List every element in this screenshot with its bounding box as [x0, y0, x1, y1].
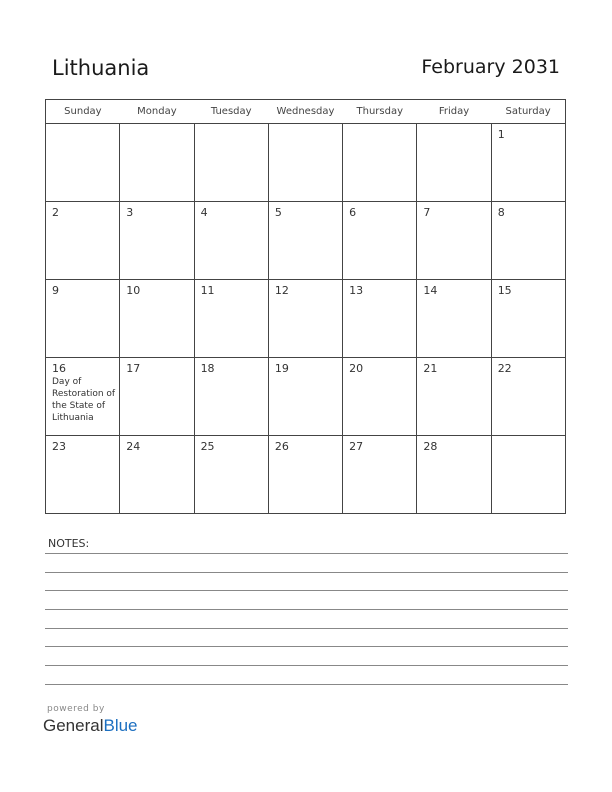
calendar-grid	[45, 99, 566, 514]
day-cell	[120, 202, 194, 280]
day-number: 22	[497, 362, 512, 375]
notes-line	[45, 646, 568, 647]
day-cell	[417, 280, 491, 358]
day-number: 3	[126, 206, 134, 219]
day-number: 7	[423, 206, 431, 219]
week-row	[46, 436, 566, 514]
day-number: 6	[349, 206, 357, 219]
week-row	[46, 358, 566, 436]
notes-line	[45, 628, 568, 629]
day-cell	[194, 358, 268, 436]
day-number: 15	[497, 284, 512, 297]
week-row	[46, 202, 566, 280]
day-number: 13	[349, 284, 364, 297]
day-number: 5	[274, 206, 282, 219]
day-cell	[343, 436, 417, 514]
day-cell	[417, 358, 491, 436]
day-cell	[194, 202, 268, 280]
day-cell	[343, 124, 417, 202]
holiday-label: Day of Restoration of the State of Lithuania	[52, 377, 116, 423]
day-cell	[120, 358, 194, 436]
day-cell	[268, 202, 342, 280]
day-number: 23	[52, 440, 66, 453]
day-number: 17	[126, 362, 141, 375]
powered-by-text: powered by	[47, 704, 105, 714]
calendar-country-title: Lithuania	[52, 56, 150, 80]
day-cell	[194, 124, 268, 202]
notes-line	[45, 572, 568, 573]
day-cell	[268, 436, 342, 514]
day-number: 12	[274, 284, 289, 297]
day-cell	[194, 436, 268, 514]
day-number: 2	[52, 206, 59, 219]
day-number: 28	[423, 440, 438, 453]
weekday-saturday: Saturday	[491, 100, 565, 124]
day-number: 25	[200, 440, 215, 453]
day-cell	[268, 124, 342, 202]
day-number: 1	[497, 128, 505, 141]
day-number: 24	[126, 440, 141, 453]
day-number: 19	[274, 362, 289, 375]
day-cell	[417, 202, 491, 280]
brand-blue-text: Blue	[103, 716, 138, 735]
day-cell	[417, 436, 491, 514]
day-cell	[417, 124, 491, 202]
notes-line	[45, 684, 568, 685]
day-cell	[343, 358, 417, 436]
weekday-monday: Monday	[120, 100, 194, 124]
day-number: 21	[423, 362, 438, 375]
day-cell	[268, 358, 342, 436]
day-number: 8	[497, 206, 505, 219]
day-number: 4	[200, 206, 208, 219]
day-cell	[120, 124, 194, 202]
notes-line	[45, 665, 568, 666]
day-number: 9	[52, 284, 59, 297]
day-cell	[194, 280, 268, 358]
day-cell	[46, 280, 120, 358]
notes-line	[45, 553, 568, 554]
day-cell	[46, 202, 120, 280]
weekday-thursday: Thursday	[343, 100, 417, 124]
day-cell	[343, 280, 417, 358]
weekday-header-row	[46, 100, 566, 124]
brand-general-text: General	[43, 716, 104, 735]
week-row	[46, 124, 566, 202]
weekday-tuesday: Tuesday	[194, 100, 268, 124]
notes-label: NOTES:	[48, 537, 90, 550]
week-row	[46, 280, 566, 358]
day-cell	[46, 358, 120, 436]
day-cell	[491, 202, 565, 280]
weekday-sunday: Sunday	[46, 100, 120, 124]
day-cell	[491, 280, 565, 358]
generalblue-logo	[43, 716, 138, 736]
day-cell	[268, 280, 342, 358]
weekday-wednesday: Wednesday	[268, 100, 342, 124]
day-cell	[120, 436, 194, 514]
weekday-friday: Friday	[417, 100, 491, 124]
notes-line	[45, 609, 568, 610]
day-cell	[491, 358, 565, 436]
day-cell	[120, 280, 194, 358]
day-number: 18	[200, 362, 215, 375]
day-number: 27	[349, 440, 364, 453]
day-cell	[46, 436, 120, 514]
day-cell	[46, 124, 120, 202]
day-number: 11	[200, 284, 215, 297]
day-number: 16	[52, 362, 66, 375]
day-number: 26	[274, 440, 289, 453]
day-cell	[491, 124, 565, 202]
day-cell	[491, 436, 565, 514]
calendar-month-year: February 2031	[421, 56, 560, 78]
notes-line	[45, 590, 568, 591]
day-number: 20	[349, 362, 364, 375]
day-number: 10	[126, 284, 141, 297]
day-cell	[343, 202, 417, 280]
day-number: 14	[423, 284, 438, 297]
